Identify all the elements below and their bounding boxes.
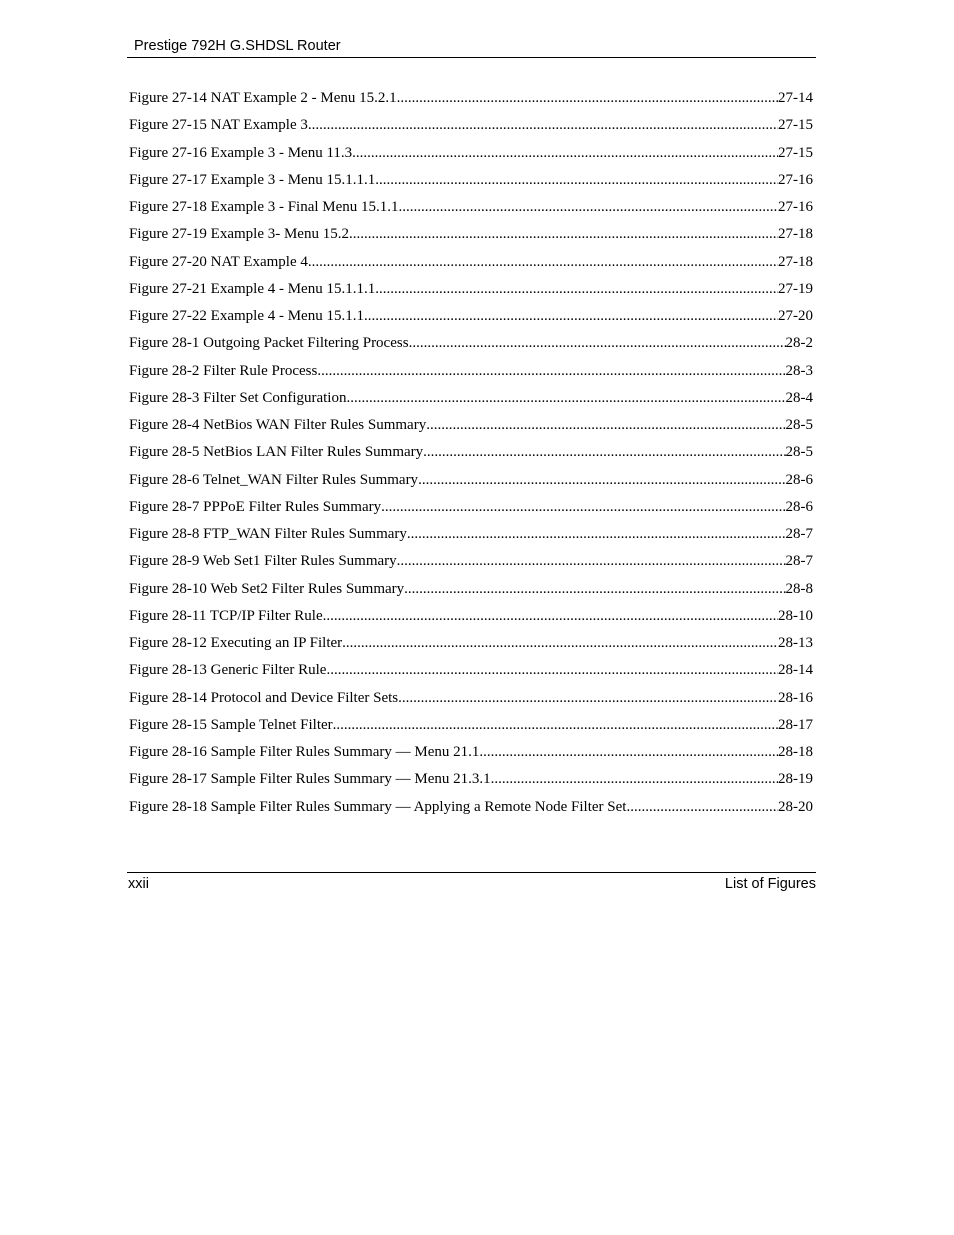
dot-leader xyxy=(346,389,785,408)
toc-entry-title: Figure 28-16 Sample Filter Rules Summary — Menu 21.1 xyxy=(129,744,480,760)
toc-entry[interactable] xyxy=(129,144,813,171)
toc-entry[interactable] xyxy=(129,580,813,607)
dot-leader xyxy=(323,607,778,626)
toc-entry-title: Figure 28-7 PPPoE Filter Rules Summary xyxy=(129,498,382,515)
toc-entry-title: Figure 28-17 Sample Filter Rules Summary — Menu 21.3.1 xyxy=(129,771,491,788)
toc-entry-page: 28-20 xyxy=(778,798,813,815)
toc-entry[interactable] xyxy=(129,661,813,688)
toc-entry-title: Figure 28-10 Web Set2 Filter Rules Summary xyxy=(129,580,405,597)
toc-entry[interactable] xyxy=(129,716,813,743)
dot-leader xyxy=(479,743,778,762)
toc-entry-title: Figure 28-8 FTP_WAN Filter Rules Summary xyxy=(129,526,407,542)
toc-entry-page: 28-6 xyxy=(785,471,813,488)
dot-leader xyxy=(404,580,785,599)
toc-entry[interactable] xyxy=(129,307,813,334)
dot-leader xyxy=(418,471,785,490)
toc-entry[interactable] xyxy=(129,334,813,361)
toc-entry[interactable] xyxy=(129,770,813,797)
toc-entry[interactable] xyxy=(129,198,813,225)
toc-entry[interactable] xyxy=(129,634,813,661)
toc-entry-page: 27-14 xyxy=(778,90,813,106)
toc-entry-page: 28-4 xyxy=(785,389,813,406)
toc-entry[interactable] xyxy=(129,607,813,634)
dot-leader xyxy=(349,225,778,244)
toc-entry-page: 27-15 xyxy=(778,117,813,134)
toc-entry-page: 27-19 xyxy=(778,280,813,297)
toc-entry-page: 28-6 xyxy=(785,498,813,515)
page-header xyxy=(127,36,816,58)
toc-entry[interactable] xyxy=(129,498,813,525)
toc-entry-page: 28-10 xyxy=(778,607,813,624)
toc-entry[interactable] xyxy=(129,362,813,389)
dot-leader xyxy=(397,89,778,108)
toc-entry-title: Figure 27-14 NAT Example 2 - Menu 15.2.1 xyxy=(129,90,397,106)
toc-entry-title: Figure 27-21 Example 4 - Menu 15.1.1.1 xyxy=(129,280,376,297)
dot-leader xyxy=(308,253,778,272)
toc-entry[interactable] xyxy=(129,389,813,416)
page-footer xyxy=(127,872,816,894)
dot-leader xyxy=(364,307,778,326)
toc-entry[interactable] xyxy=(129,171,813,198)
toc-entry-title: Figure 28-15 Sample Telnet Filter xyxy=(129,716,333,733)
toc-entry-title: Figure 28-3 Filter Set Configuration xyxy=(129,389,347,406)
toc-entry-title: Figure 27-17 Example 3 - Menu 15.1.1.1 xyxy=(129,171,376,188)
toc-entry-page: 28-5 xyxy=(785,444,813,461)
toc-entry-page: 28-7 xyxy=(785,553,813,570)
toc-entry[interactable] xyxy=(129,225,813,252)
toc-entry-page: 27-15 xyxy=(778,144,813,161)
toc-entry-title: Figure 28-6 Telnet_WAN Filter Rules Summary xyxy=(129,471,419,488)
dot-leader xyxy=(381,498,785,517)
toc-entry[interactable] xyxy=(129,116,813,143)
page-number: xxii xyxy=(128,876,149,892)
toc-entry-page: 28-8 xyxy=(785,580,813,597)
dot-leader xyxy=(399,198,778,217)
toc-entry-page: 28-18 xyxy=(778,744,813,760)
toc-entry-title: Figure 27-18 Example 3 - Final Menu 15.1.1 xyxy=(129,199,399,215)
dot-leader xyxy=(426,416,785,435)
toc-entry[interactable] xyxy=(129,89,813,116)
dot-leader xyxy=(375,280,778,299)
toc-entry-title: Figure 28-2 Filter Rule Process xyxy=(129,362,318,379)
toc-entry-title: Figure 28-9 Web Set1 Filter Rules Summary xyxy=(129,553,397,570)
toc-entry-page: 28-5 xyxy=(785,417,813,433)
dot-leader xyxy=(333,716,778,735)
toc-entry-page: 28-19 xyxy=(778,771,813,788)
toc-entry-page: 27-20 xyxy=(778,308,813,324)
dot-leader xyxy=(626,798,778,817)
toc-entry-page: 28-14 xyxy=(778,662,813,679)
list-of-figures xyxy=(129,89,813,825)
dot-leader xyxy=(308,116,778,135)
toc-entry-page: 27-18 xyxy=(778,226,813,243)
dot-leader xyxy=(352,144,778,163)
toc-entry[interactable] xyxy=(129,552,813,579)
toc-entry[interactable] xyxy=(129,689,813,716)
toc-entry-title: Figure 27-20 NAT Example 4 xyxy=(129,253,308,270)
dot-leader xyxy=(326,661,778,680)
toc-entry-page: 28-13 xyxy=(778,635,813,651)
toc-entry-title: Figure 27-16 Example 3 - Menu 11.3 xyxy=(129,144,353,161)
toc-entry-title: Figure 27-19 Example 3- Menu 15.2 xyxy=(129,226,349,243)
toc-entry-title: Figure 28-5 NetBios LAN Filter Rules Summary xyxy=(129,444,424,461)
toc-entry-page: 27-16 xyxy=(778,171,813,188)
toc-entry[interactable] xyxy=(129,416,813,443)
toc-entry[interactable] xyxy=(129,443,813,470)
section-name: List of Figures xyxy=(724,876,816,892)
toc-entry[interactable] xyxy=(129,743,813,770)
toc-entry-title: Figure 27-15 NAT Example 3 xyxy=(129,117,308,134)
toc-entry-page: 28-16 xyxy=(778,689,813,706)
toc-entry-title: Figure 28-12 Executing an IP Filter xyxy=(129,635,343,651)
toc-entry-title: Figure 28-18 Sample Filter Rules Summary — Applying a Remote Node Filter Set xyxy=(129,798,627,815)
dot-leader xyxy=(407,525,786,544)
toc-entry-page: 27-16 xyxy=(778,199,813,215)
dot-leader xyxy=(317,362,785,381)
dot-leader xyxy=(491,770,778,789)
toc-entry-title: Figure 28-13 Generic Filter Rule xyxy=(129,662,327,679)
toc-entry-title: Figure 27-22 Example 4 - Menu 15.1.1 xyxy=(129,308,364,324)
toc-entry-page: 27-18 xyxy=(778,253,813,270)
toc-entry-page: 28-17 xyxy=(778,716,813,733)
toc-entry-page: 28-3 xyxy=(785,362,813,379)
toc-entry-title: Figure 28-4 NetBios WAN Filter Rules Summary xyxy=(129,417,427,433)
toc-entry-title: Figure 28-1 Outgoing Packet Filtering Process xyxy=(129,335,409,352)
toc-entry-page: 28-7 xyxy=(785,526,813,542)
dot-leader xyxy=(398,689,778,708)
dot-leader xyxy=(342,634,778,653)
toc-entry[interactable] xyxy=(129,525,813,552)
toc-entry[interactable] xyxy=(129,798,813,825)
dot-leader xyxy=(423,443,785,462)
toc-entry-page: 28-2 xyxy=(785,335,813,352)
toc-entry[interactable] xyxy=(129,280,813,307)
document-title: Prestige 792H G.SHDSL Router xyxy=(134,38,341,54)
dot-leader xyxy=(409,334,786,353)
toc-entry-title: Figure 28-11 TCP/IP Filter Rule xyxy=(129,607,323,624)
dot-leader xyxy=(375,171,778,190)
toc-entry-title: Figure 28-14 Protocol and Device Filter Sets xyxy=(129,689,399,706)
dot-leader xyxy=(397,552,786,571)
toc-entry[interactable] xyxy=(129,253,813,280)
toc-entry[interactable] xyxy=(129,471,813,498)
